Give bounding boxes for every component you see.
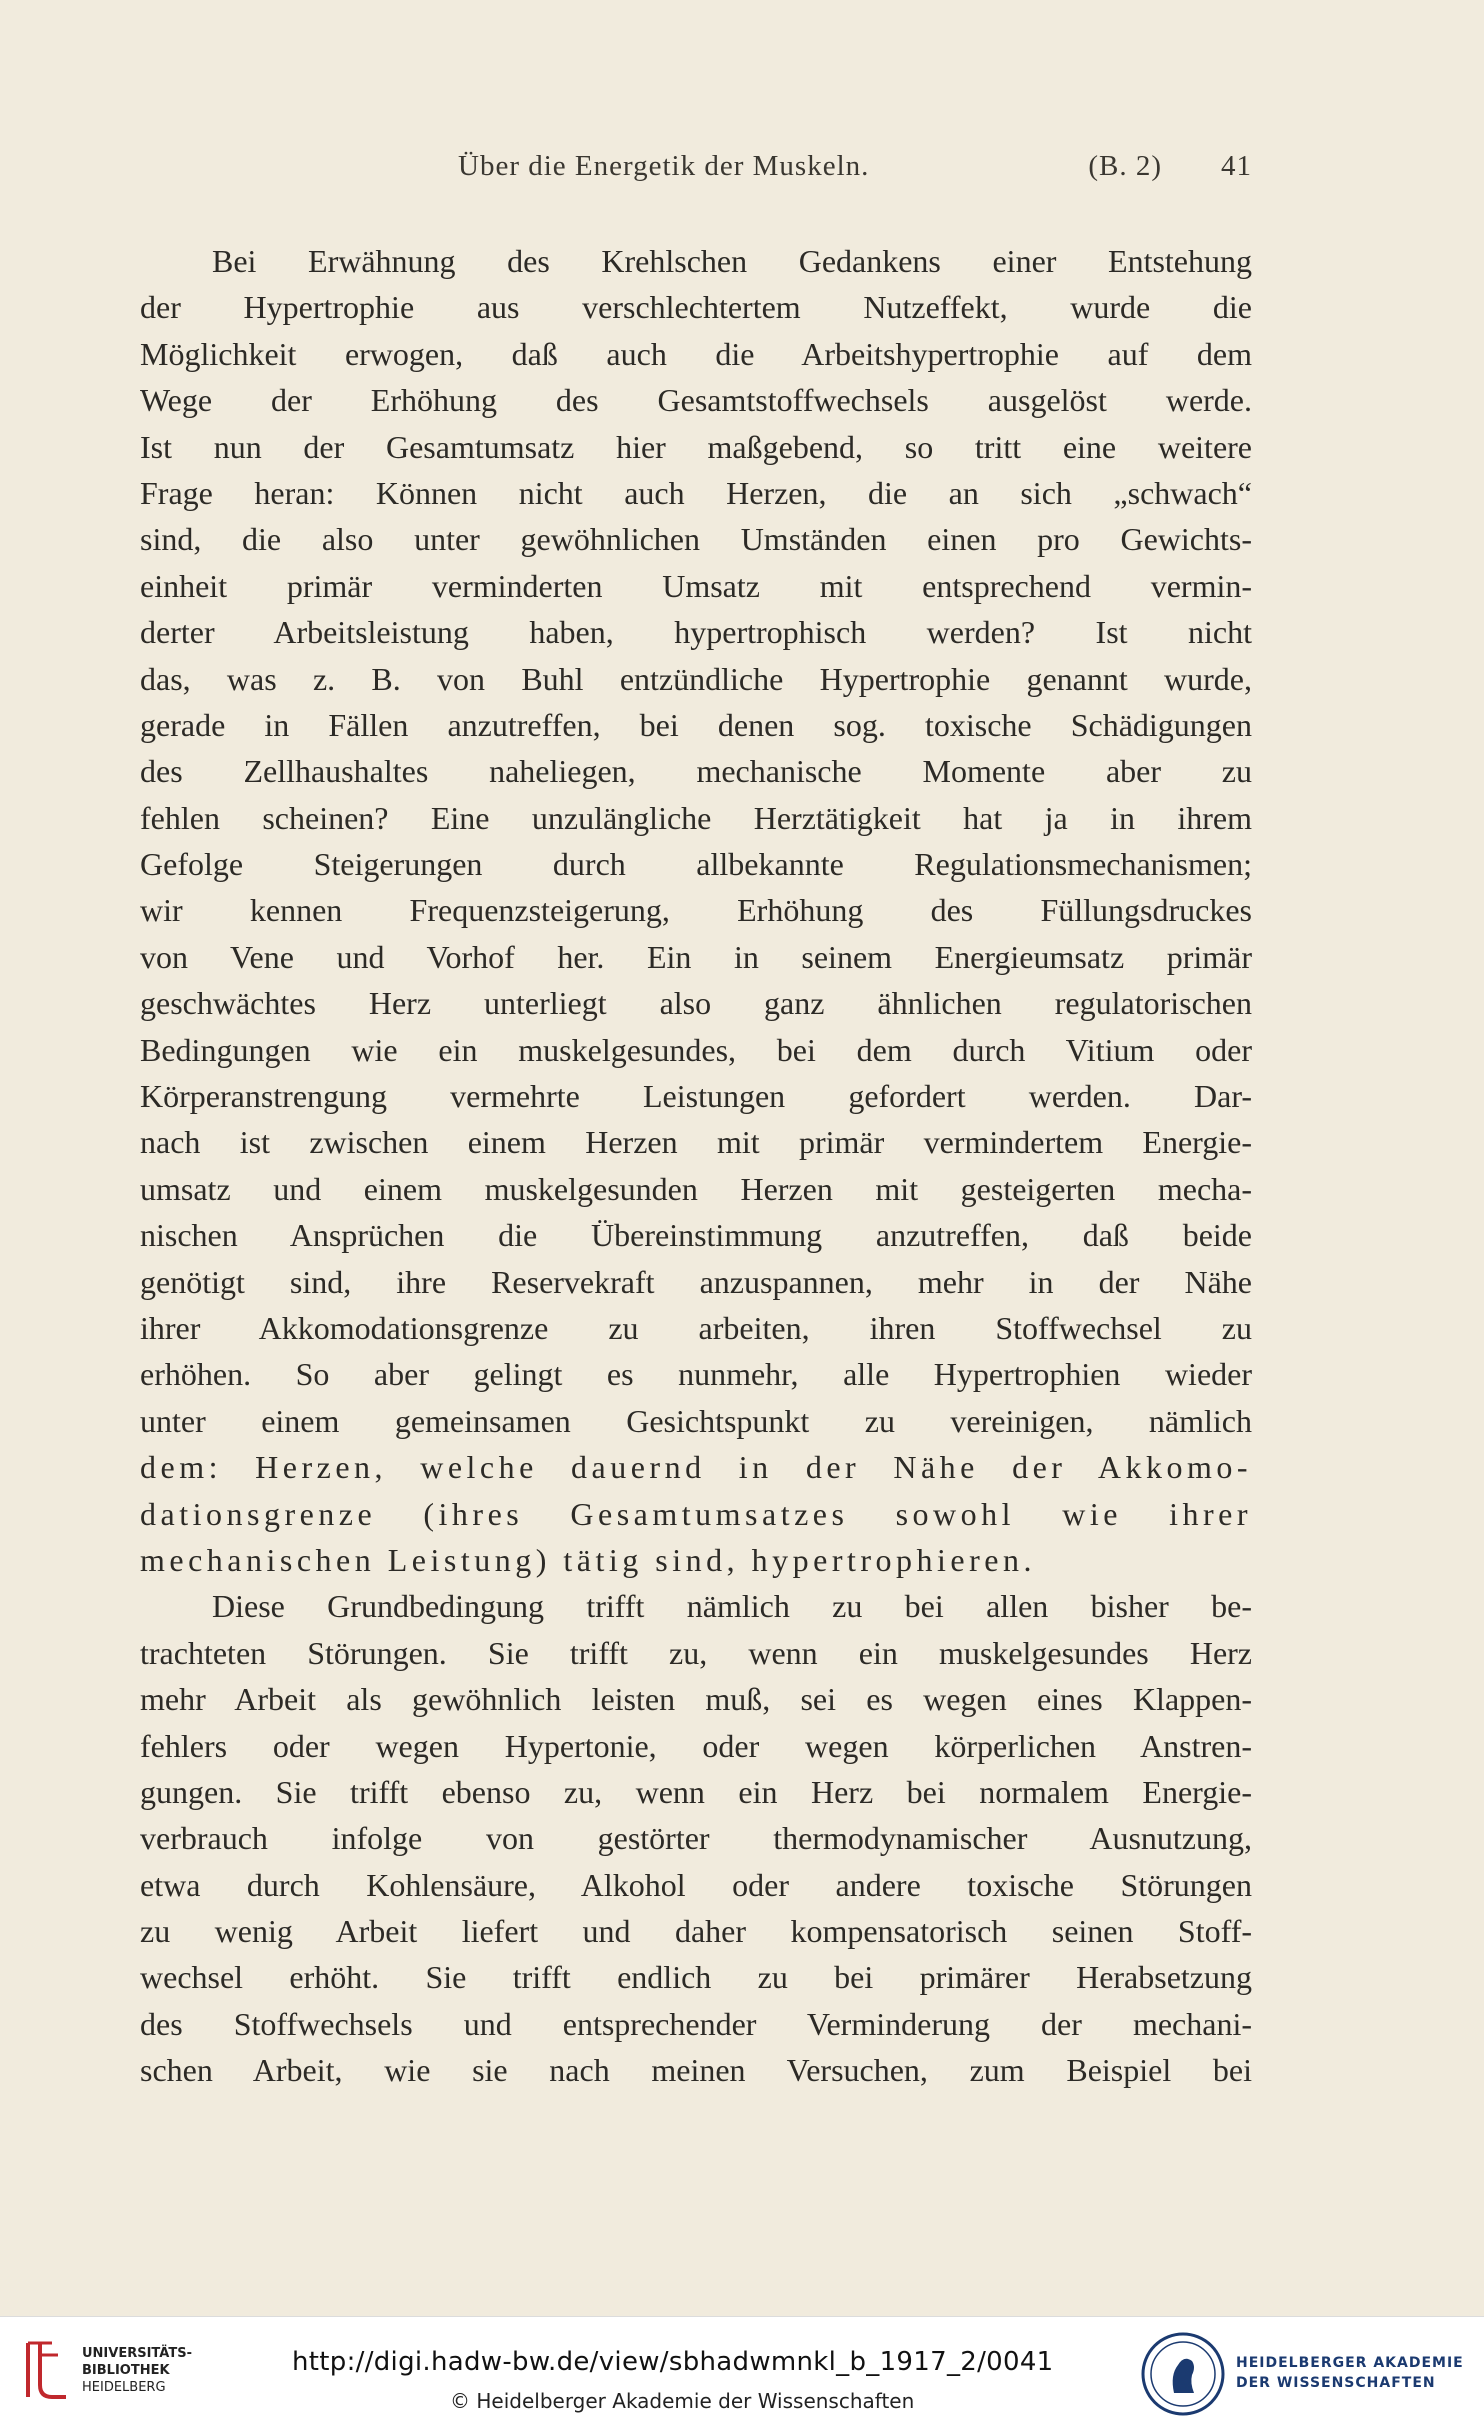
text-line: mehr Arbeit als gewöhnlich leisten muß, sei es wegen eines Klappen- (140, 1681, 1252, 1718)
text-line: Möglichkeit erwogen, daß auch die Arbeitshypertrophie auf dem (140, 335, 1252, 372)
text-line: des Stoffwechsels und entsprechender Verminderung der mechani- (140, 2005, 1252, 2042)
permalink-url[interactable]: http://digi.hadw-bw.de/view/sbhadwmnkl_b_1917_2/0041 (292, 2347, 1054, 2377)
text-line: gerade in Fällen anzutreffen, bei denen sog. toxische Schädigungen (140, 706, 1252, 743)
text-line: Bedingungen wie ein muskelgesundes, bei dem durch Vitium oder (140, 1031, 1252, 1068)
text-line: fehlers oder wegen Hypertonie, oder wegen körperlichen Anstren- (140, 1727, 1252, 1764)
text-line: dationsgrenze (ihres Gesamtumsatzes sowohl wie ihrer (140, 1495, 1252, 1532)
text-line: schen Arbeit, wie sie nach meinen Versuchen, zum Beispiel bei (140, 2052, 1252, 2089)
text-line: Ist nun der Gesamtumsatz hier maßgebend, so tritt eine weitere (140, 428, 1252, 465)
text-line: erhöhen. So aber gelingt es nunmehr, alle Hypertrophien wieder (140, 1356, 1252, 1393)
text-line: Bei Erwähnung des Krehlschen Gedankens einer Entstehung (212, 243, 1252, 279)
academy-seal-icon (1140, 2331, 1226, 2417)
text-line: gungen. Sie trifft ebenso zu, wenn ein Herz bei normalem Energie- (140, 1773, 1252, 1810)
text-line: das, was z. B. von Buhl entzündliche Hypertrophie genannt wurde, (140, 660, 1252, 697)
text-line: wir kennen Frequenzsteigerung, Erhöhung des Füllungsdruckes (140, 892, 1252, 929)
text-line: nach ist zwischen einem Herzen mit primär vermindertem Energie- (140, 1124, 1252, 1161)
text-line: des Zellhaushaltes naheliegen, mechanische Momente aber zu (140, 753, 1252, 790)
viewer-footer (0, 2316, 1484, 2425)
text-line: umsatz und einem muskelgesunden Herzen mit gesteigerten mecha- (140, 1170, 1252, 1207)
text-line: ihrer Akkomodationsgrenze zu arbeiten, ihren Stoffwechsel zu (140, 1309, 1252, 1346)
text-line: von Vene und Vorhof her. Ein in seinem Energieumsatz primär (140, 938, 1252, 975)
text-line: der Hypertrophie aus verschlechtertem Nutzeffekt, wurde die (140, 289, 1252, 326)
university-library-logo-icon (18, 2339, 74, 2403)
text-line: mechanischen Leistung) tätig sind, hypertrophieren. (140, 1541, 1036, 1578)
copyright-notice: © Heidelberger Akademie der Wissenschaften (450, 2389, 915, 2413)
running-title: Über die Energetik der Muskeln. (458, 150, 870, 182)
body-text (140, 238, 1252, 2094)
text-line: unter einem gemeinsamen Gesichtspunkt zu vereinigen, nämlich (140, 1402, 1252, 1439)
text-line: geschwächtes Herz unterliegt also ganz ähnlichen regulatorischen (140, 985, 1252, 1022)
text-line: Frage heran: Können nicht auch Herzen, die an sich „schwach“ (140, 474, 1252, 511)
text-line: trachteten Störungen. Sie trifft zu, wenn ein muskelgesundes Herz (140, 1634, 1252, 1671)
text-line: Gefolge Steigerungen durch allbekannte Regulationsmechanismen; (140, 846, 1252, 883)
university-library-name: UNIVERSITÄTS- BIBLIOTHEK HEIDELBERG (82, 2346, 192, 2395)
text-line: Diese Grundbedingung trifft nämlich zu bei allen bisher be- (212, 1588, 1252, 1625)
text-line: dem: Herzen, welche dauernd in der Nähe der Akkomo- (140, 1449, 1252, 1486)
text-line: fehlen scheinen? Eine unzulängliche Herztätigkeit hat ja in ihrem (140, 799, 1252, 836)
text-line: einheit primär verminderten Umsatz mit entsprechend vermin- (140, 567, 1252, 604)
text-line: zu wenig Arbeit liefert und daher kompensatorisch seinen Stoff- (140, 1913, 1252, 1950)
text-line: Körperanstrengung vermehrte Leistungen gefordert werden. Dar- (140, 1078, 1252, 1115)
text-line: derter Arbeitsleistung haben, hypertrophisch werden? Ist nicht (140, 614, 1252, 651)
text-line: sind, die also unter gewöhnlichen Umständen einen pro Gewichts- (140, 521, 1252, 558)
text-line: Wege der Erhöhung des Gesamtstoffwechsels ausgelöst werde. (140, 382, 1252, 419)
academy-name: HEIDELBERGER AKADEMIE DER WISSENSCHAFTEN (1236, 2355, 1464, 2391)
text-line: verbrauch infolge von gestörter thermodynamischer Ausnutzung, (140, 1820, 1252, 1857)
text-line: genötigt sind, ihre Reservekraft anzuspannen, mehr in der Nähe (140, 1263, 1252, 1300)
text-line: etwa durch Kohlensäure, Alkohol oder andere toxische Störungen (140, 1866, 1252, 1903)
page-number: 41 (1221, 150, 1252, 182)
text-line: nischen Ansprüchen die Übereinstimmung anzutreffen, daß beide (140, 1217, 1252, 1254)
signature-mark: (B. 2) (1088, 150, 1162, 182)
running-header (140, 150, 1252, 200)
text-line: wechsel erhöht. Sie trifft endlich zu bei primärer Herabsetzung (140, 1959, 1252, 1996)
